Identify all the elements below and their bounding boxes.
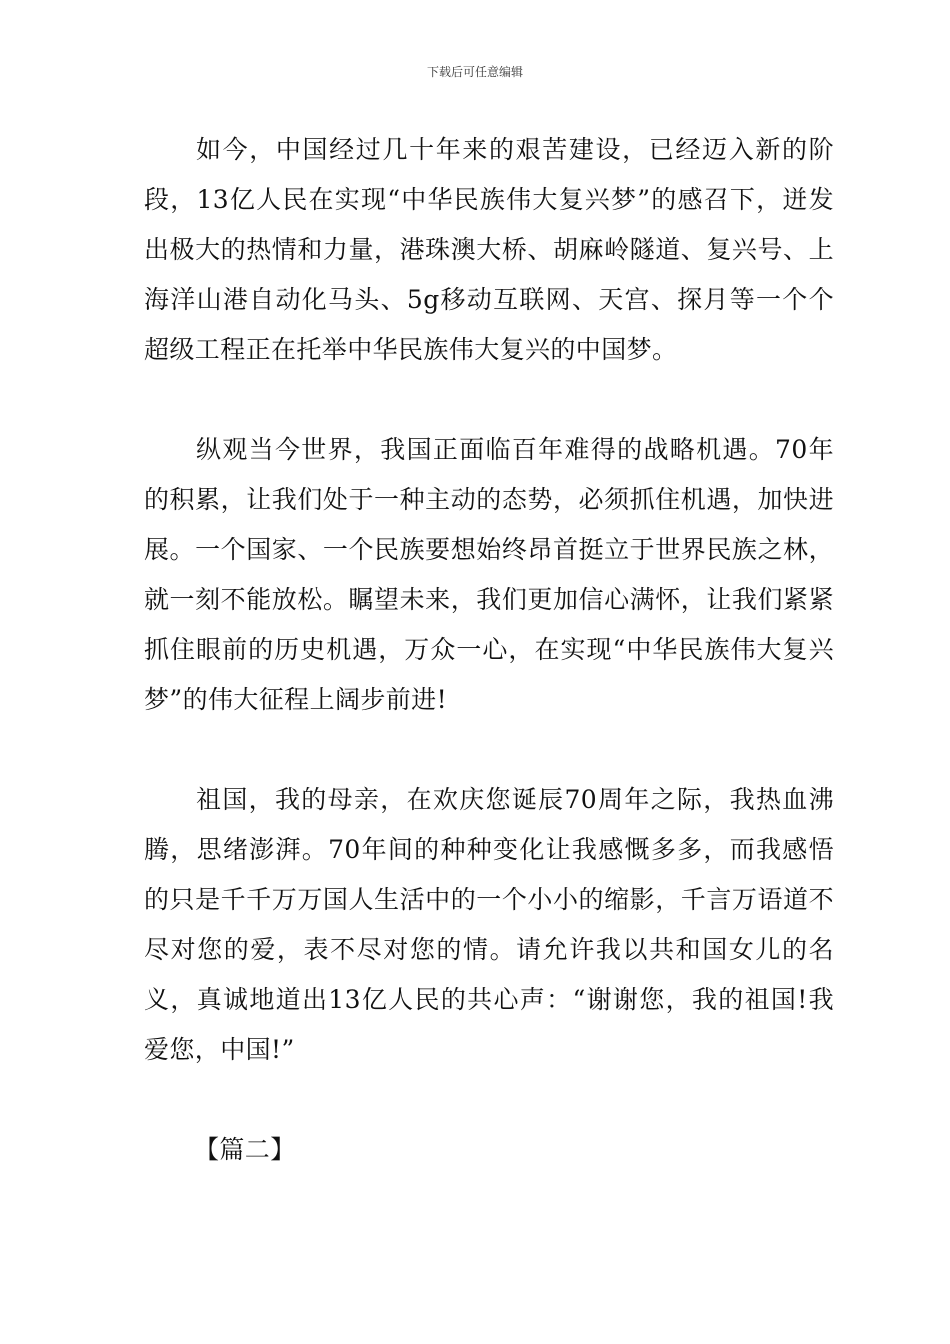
paragraph-1: 如今，中国经过几十年来的艰苦建设，已经迈入新的阶段，13亿人民在实现“中华民族伟大复兴梦”的感召下，迸发出极大的热情和力量，港珠澳大桥、胡麻岭隧道、复兴号、上海洋山港自动化马头、5g移动互联网、天宫、探月等一个个超级工程正在托举中华民族伟大复兴的中国梦。: [144, 135, 834, 364]
document-body: [144, 125, 834, 1175]
paragraph-2: 纵观当今世界，我国正面临百年难得的战略机遇。70年的积累，让我们处于一种主动的态势，必须抓住机遇，加快进展。一个国家、一个民族要想始终昂首挺立于世界民族之林，就一刻不能放松。瞩望未来，我们更加信心满怀，让我们紧紧抓住眼前的历史机遇，万众一心，在实现“中华民族伟大复兴梦”的伟大征程上阔步前进!: [144, 435, 834, 714]
paragraph-spacer: [144, 725, 834, 775]
paragraph-3: 祖国，我的母亲，在欢庆您诞辰70周年之际，我热血沸腾，思绪澎湃。70年间的种种变化让我感慨多多，而我感悟的只是千千万万国人生活中的一个小小的缩影，千言万语道不尽对您的爱，表不尽对您的情。请允许我以共和国女儿的名义，真诚地道出13亿人民的共心声：“谢谢您，我的祖国!我爱您，中国!”: [144, 785, 834, 1064]
paragraph-spacer: [144, 375, 834, 425]
paragraph-spacer: [144, 1075, 834, 1125]
page-header-note: 下载后可任意编辑: [426, 65, 523, 79]
section-title: 【篇二】: [194, 1135, 296, 1164]
